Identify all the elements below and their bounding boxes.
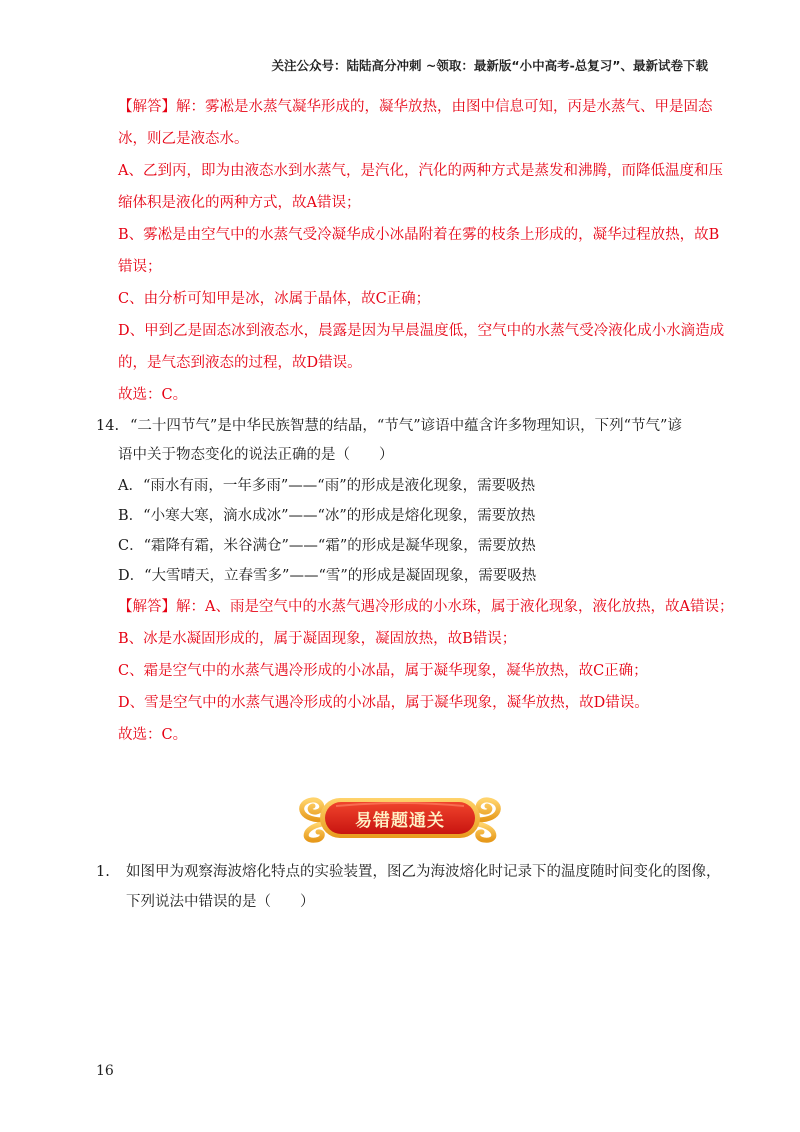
question-number: 14. (96, 418, 120, 434)
question-stem-line: 语中关于物态变化的说法正确的是（ ） (118, 447, 394, 463)
question-stem-line: 如图甲为观察海波熔化特点的实验装置，图乙为海波熔化时记录下的温度随时间变化的图像， (126, 864, 721, 880)
option-a: A．“雨水有雨，一年多雨”——“雨”的形成是液化现象，需要吸热 (118, 478, 536, 494)
answer-line: C、由分析可知甲是冰，冰属于晶体，故C正确； (118, 291, 431, 307)
answer-line: 冰，则乙是液态水。 (118, 131, 249, 147)
answer-line: D、甲到乙是固态冰到液态水，晨露是因为早晨温度低，空气中的水蒸气受冷液化成小水滴造成 (118, 323, 725, 339)
answer-line: 故选：C。 (118, 387, 188, 403)
answer-line: 错误； (118, 259, 162, 275)
answer-line: D、雪是空气中的水蒸气遇冷形成的小冰晶，属于凝华现象，凝华放热，故D错误。 (118, 695, 649, 711)
answer-line: B、雾凇是由空气中的水蒸气受冷凝华成小冰晶附着在雾的枝条上形成的，凝华过程放热，故B (118, 227, 720, 243)
option-d: D．“大雪晴天，立春雪多”——“雪”的形成是凝固现象，需要吸热 (118, 568, 537, 584)
answer-line: 【解答】解：雾凇是水蒸气凝华形成的，凝华放热，由图中信息可知，丙是水蒸气、甲是固态 (118, 99, 713, 115)
answer-line: 的，是气态到液态的过程，故D错误。 (118, 355, 362, 371)
question-stem-line: 下列说法中错误的是（ ） (126, 894, 315, 910)
option-b: B．“小寒大寒，滴水成冰”——“冰”的形成是熔化现象，需要放热 (118, 508, 536, 524)
answer-line: 【解答】解：A、雨是空气中的水蒸气遇冷形成的小水珠，属于液化现象，液化放热，故A错误； (118, 599, 734, 615)
answer-line: C、霜是空气中的水蒸气遇冷形成的小冰晶，属于凝华现象，凝华放热，故C正确； (118, 663, 648, 679)
page-header: 关注公众号：陆陆高分冲刺 ~领取：最新版“小中高考-总复习”、最新试卷下载 (271, 58, 708, 73)
answer-line: 缩体积是液化的两种方式，故A错误； (118, 195, 361, 211)
answer-line: A、乙到丙，即为由液态水到水蒸气，是汽化，汽化的两种方式是蒸发和沸腾，而降低温度和压 (118, 163, 723, 179)
section-banner (292, 790, 508, 846)
question-number: 1. (96, 864, 110, 880)
banner-title: 易错题通关 (355, 810, 445, 831)
page-number: 16 (96, 1063, 114, 1079)
answer-line: 故选：C。 (118, 727, 188, 743)
answer-line: B、冰是水凝固形成的，属于凝固现象，凝固放热，故B错误； (118, 631, 517, 647)
question-stem-line: “二十四节气”是中华民族智慧的结晶，“节气”谚语中蕴含许多物理知识，下列“节气”谚 (130, 418, 682, 434)
option-c: C．“霜降有霜，米谷满仓”——“霜”的形成是凝华现象，需要放热 (118, 538, 536, 554)
